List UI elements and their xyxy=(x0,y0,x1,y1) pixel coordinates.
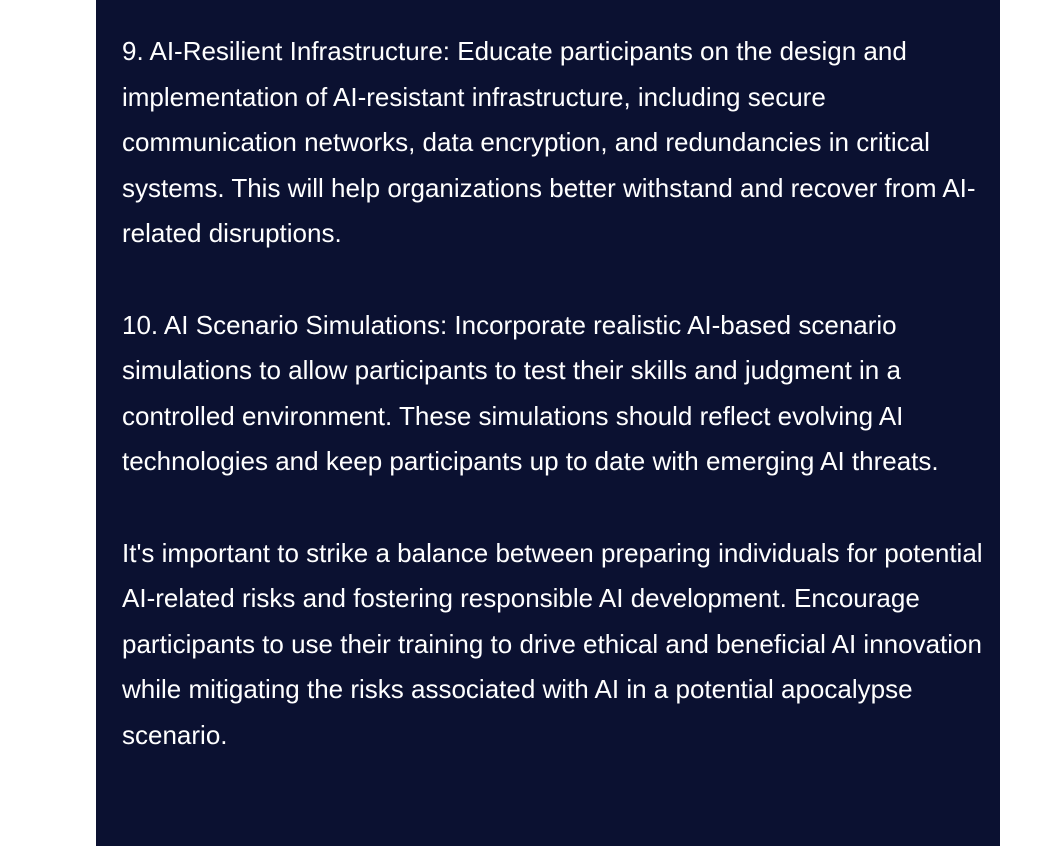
message-paragraph-conclusion: It's important to strike a balance between preparing individuals for potential AI-related risks and fostering responsible AI development. Encourage participants to use their training to drive ethical and beneficial AI innovation while mitigating the risks associated with AI in a potential apocalypse scenario. xyxy=(122,537,983,750)
chat-message-panel xyxy=(96,0,1000,846)
message-paragraph-ai-resilient-infrastructure: 9. AI-Resilient Infrastructure: Educate participants on the design and implementation of AI-resistant infrastructure, including secure communication networks, data encryption, and redundancies in critical systems. This will help organizations better withstand and recover from AI-related disruptions. xyxy=(122,36,976,248)
message-paragraph-ai-scenario-simulations: 10. AI Scenario Simulations: Incorporate realistic AI-based scenario simulations to allow participants to test their skills and judgment in a controlled environment. These simulations should reflect evolving AI technologies and keep participants up to date with emerging AI threats. xyxy=(122,309,939,476)
